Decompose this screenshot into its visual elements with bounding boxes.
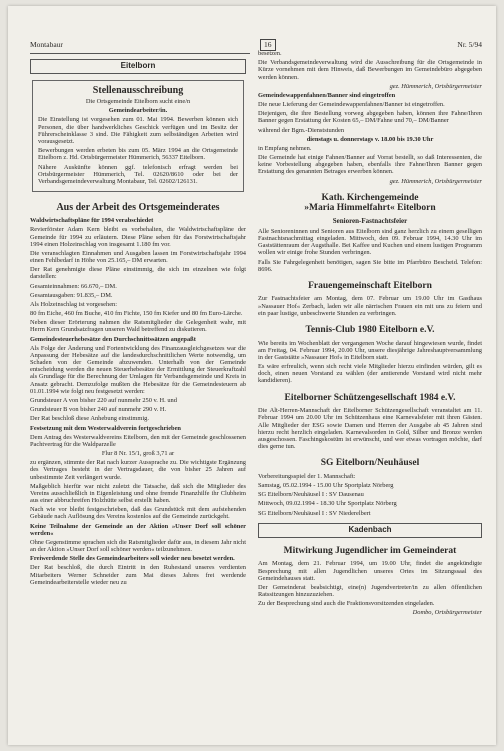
article-text: Diejenigen, die ihre Bestellung vorweg abgegeben haben, können ihre Fahne/Ihren Banner gegen Erstattung der Kosten 65,– DM/Fahne und 70,– DM/Banner bbox=[258, 110, 482, 125]
article-text: Dem Antrag des Westerwaldvereins Eitelborn, den mit der Gemeinde geschlossenen Pachtvertrag für die Waldparzelle bbox=[30, 433, 246, 448]
office-hours: dienstags u. donnerstags v. 18.00 bis 19.30 Uhr bbox=[306, 135, 434, 143]
article-text: Revierförster Adam Kern bleibt es vorbehalten, die Waldwirtschaftspläne der Gemeinde für 1994 zu erläutern. Diese Pläne sehen für das Forstwirtschaftsjahr 1994 einen Holzeinschlag von insgesamt 1.180 fm vor. bbox=[30, 226, 246, 248]
job-ad-text: Nähere Auskünfte können ggf. telefonisch erfragt werden bei Ortsbürgermeister Hümmerich, Tel. 02620/8610 oder bei der Verbandsgemeindeverwaltung Montabaur, Tel. 02602/126131. bbox=[38, 163, 238, 185]
section-banner-kadenbach: Kadenbach bbox=[258, 523, 482, 538]
article-figure: Als Holzeinschlag ist vorgesehen: bbox=[30, 300, 118, 308]
article-text: Nach wie vor bleibt festgeschrieben, daß das Grundstück mit dem aufstehenden Gebäude nach Auflösung des Vereins kostenlos auf die Gemeinde zurückgeht. bbox=[30, 506, 246, 521]
article-text: Falls Sie Fahrgelegenheit benötigen, sagen Sie bitte im Pfarrbüro Bescheid. Telefon: 8696. bbox=[258, 258, 482, 273]
signature: Dombo, Ortsbürgermeister bbox=[412, 609, 482, 617]
article-text: Der Rat genehmigte diese Pläne einstimmig, die sich im einzelnen wie folgt darstellen: bbox=[30, 266, 246, 281]
article-text: Maßgeblich hierfür war nicht zuletzt die Tatsache, daß sich die Mitglieder des Vereins ausschließlich in Eigenleistung und ohne fremde Finanzhilfe ihr Clubheim aus einer abbruchreifen Holzhütte selbst erstellt haben. bbox=[30, 482, 246, 505]
tennis-club-title: Tennis-Club 1980 Eitelborn e.V. bbox=[305, 325, 435, 335]
article-text: Die Gemeinde hat einige Fahnen/Banner auf Vorrat bestellt, so daß Interessenten, die keine Vorbestellung abgegeben haben, ebenfalls ihre Fahne/Ihren Banner gegen Erstattung des genannten Betrages erwerben können. bbox=[258, 154, 482, 176]
job-ad-intro: Die Ortsgemeinde Eitelborn sucht eine/n bbox=[85, 98, 191, 106]
article-text: zu ergänzen, stimmte der Rat nach kurzer Aussprache zu. Die wichtigste Ergänzung des Vertrages besteht in der Vertragsdauer, die von bisher 25 Jahren auf unbestimmte Zeit verlängert wurde. bbox=[30, 459, 246, 481]
article-text: Zur Fastnachtsfeier am Montag, dem 07. Februar um 19.00 Uhr im Gasthaus »Nassauer Hof« Zerbach, laden wir alle närrischen Frauen ein mit uns zu feiern und ein paar lustige, unbeschwerte Stunden zu verbringen. bbox=[258, 295, 482, 317]
section-banner-eitelborn: Eitelborn bbox=[30, 59, 246, 74]
job-ad-title: Stellenausschreibung bbox=[92, 84, 184, 96]
women-group-title: Frauengemeinschaft Eitelborn bbox=[308, 280, 432, 291]
left-column bbox=[30, 57, 246, 588]
article-text: Es wäre erfreulich, wenn sich recht viele Mitglieder hierzu einfinden würden, gilt es doch, einen neuen Vorstand zu wählen (der amtierende Vorstand wird nicht mehr kandidieren). bbox=[258, 363, 482, 385]
shooting-club-title: Eitelborner Schützengesellschaft 1984 e.V. bbox=[284, 392, 456, 403]
signature: gez. Hümmerich, Ortsbürgermeister bbox=[389, 82, 482, 90]
article-heading: Gemeindewappenfahnen/Banner sind eingetroffen bbox=[258, 91, 396, 99]
match-line: SG Eitelborn/Neuhäusel I : SV Dausenau bbox=[258, 491, 364, 499]
signature: gez. Hümmerich, Ortsbürgermeister bbox=[389, 177, 482, 185]
sports-club-title: SG Eitelborn/Neuhäusel bbox=[320, 458, 420, 469]
match-line: Mittwoch, 09.02.1994 - 18.30 Uhr Sportplatz Nörberg bbox=[258, 500, 397, 508]
right-column bbox=[258, 50, 482, 619]
council-title: Aus der Arbeit des Ortsgemeinderates bbox=[56, 202, 220, 214]
article-text: Alle Senioreninnen und Senioren aus Eitelborn sind ganz herzlich zu einem geselligen Fastnachtsnachmittag eingeladen. Mittwoch, den 09. Februar 1994, 14.30 Uhr im Gaststättenraum der Augsthalle. Bei Kaffee und Kuchen und einem lustigen Programm wollen wir einige frohe Stunden verbringen. bbox=[258, 227, 482, 257]
job-ad-box bbox=[32, 80, 244, 192]
article-text: Die Alt-Herren-Mannschaft der Eitelborner Schützengesellschaft veranstaltet am 11. Februar 1994 um 20.00 Uhr im Schützenhaus eine Karnevalsfeier mit ihren Gästen. Alle Mitglieder der ESG sowie Damen und Herren der Ausgabe ab 45 Jahren sind hierzu recht herzlich eingeladen. Karnevalsorden in Gold, Silber und Bronze werden ausgeschossen. Faschingskostüm ist erwünscht, und wer etwas vortragen möchte, darf dies gerne tun. bbox=[258, 407, 482, 451]
match-line: SG Eitelborn/Neuhäusel I : SV Niederelbert bbox=[258, 509, 371, 517]
article-text: Zu der Besprechung sind auch die Fraktionsvorsitzenden eingeladen. bbox=[258, 600, 435, 608]
match-line: Samstag, 05.02.1994 - 15.00 Uhr Sportplatz Nörberg bbox=[258, 482, 394, 490]
header-page-number: 16 bbox=[260, 39, 276, 51]
youth-title: Mitwirkung Jugendlicher im Gemeinderat bbox=[283, 545, 457, 556]
article-figure: 80 fm Eiche, 460 fm Buche, 410 fm Fichte, 150 fm Kiefer und 80 fm Euro-Lärche. bbox=[30, 310, 243, 318]
article-text: während der Bgm.-Dienststunden bbox=[258, 126, 345, 134]
article-text: Als Folge der Änderung und Fortentwicklung des Finanzausgleichgesetzes war die Anpassung der Hebesätze auf die landesdurchschnittlichen Werte notwendig, um Schaden von der Gemeinde abzuwenden. Unterhalb von der Gemeinde entscheidung werden die neuen Steuerhebesätze der Ermittlung der Steuerkraftzahl als Grundlage für die Berechnung der Umlagen für Verbandsgemeinde und Kreis in Ansatz gebracht. Demzufolge mußten die Hebesätze für die Gemeindesteuern ab 01.01.1994 wie folgt neu festgesetzt werden: bbox=[30, 344, 246, 395]
article-text: Die veranschlagten Einnahmen und Ausgaben lassen im Forstwirtschaftsjahr 1994 einen Fehlbedarf in Höhe von 25.165,– DM erwarten. bbox=[30, 249, 246, 265]
article-heading: Gemeindesteuerhebesätze den Durchschnittssätzen angepaßt bbox=[30, 335, 196, 343]
article-text: Neben dieser Erörterung nahmen die Ratsmitglieder die Gelegenheit wahr, mit Herrn Kern Grundsatzfragen unseren Wald betreffend zu diskutieren. bbox=[30, 319, 246, 334]
header-town: Montabaur bbox=[30, 40, 63, 49]
newspaper-page bbox=[8, 6, 496, 745]
article-figure: Gesamteinnahmen: 66.670,– DM. bbox=[30, 282, 117, 290]
job-ad-text: Bewerbungen werden erbeten bis zum 05. März 1994 an die Ortsgemeinde Eitelborn z. Hd. Ortsbürgermeister Hümmerich, 56337 Eitelborn. bbox=[38, 147, 238, 162]
article-parcel: Flur 8 Nr. 15/1, groß 3,71 ar bbox=[101, 450, 175, 458]
parish-title: »Maria Himmelfahrt« Eitelborn bbox=[304, 203, 436, 214]
article-text: Der Rat beschloß, die durch Eintritt in den Ruhestand unseres verdienten Mitarbeiters Werner Schneider zum Mai dieses Jahres frei werdende Gemeindearbeiterstelle wieder neu zu bbox=[30, 564, 246, 586]
article-text: Grundsteuer A von bisher 220 auf nunmehr 250 v. H. und bbox=[30, 397, 177, 404]
article-text: Am Montag, dem 21. Februar 1994, um 19.00 Uhr, findet die angekündigte Besprechung mit allen Jugendlichen unseres Ortes im Sitzungssaal des Gemeindehauses statt. bbox=[258, 560, 482, 582]
article-text: Wie bereits im Wochenblatt der vergangenen Woche darauf hingewiesen wurde, findet am Freitag, 04. Februar 1994, 20.00 Uhr, unsere diesjährige Jahreshauptversammlung in der Gaststätte »Nassauer Hof« in Eitelborn statt. bbox=[258, 339, 482, 361]
article-heading: Keine Teilnahme der Gemeinde an der Aktion »Unser Dorf soll schöner werden« bbox=[30, 522, 246, 537]
article-text: in Empfang nehmen. bbox=[258, 144, 312, 152]
parish-subtitle: Senioren-Fastnachtsfeier bbox=[332, 217, 408, 225]
article-heading: Festsetzung mit dem Westerwaldverein fortgeschrieben bbox=[30, 424, 181, 432]
job-ad-role: Gemeindearbeiter/in. bbox=[108, 107, 168, 115]
article-heading: Waldwirtschaftspläne für 1994 verabschiedet bbox=[30, 217, 154, 225]
header-rule bbox=[30, 53, 250, 54]
article-text: Der Gemeinderat beabsichtigt, eine(n) Jugendvertreter/in zu allen öffentlichen Ratssitzungen hinzuzuziehen. bbox=[258, 583, 482, 599]
match-line: Vorbereitungsspiel der 1. Mannschaft: bbox=[258, 472, 356, 480]
article-text: Der Rat beschloß diese Anhebung einstimmig. bbox=[30, 415, 149, 423]
article-text: Grundsteuer B von bisher 240 auf nunmehr 290 v. H. bbox=[30, 406, 167, 414]
article-text: besetzen. bbox=[258, 50, 282, 57]
article-text: Die Verbandsgemeindeverwaltung wird die Ausschreibung für die Ortsgemeinde in Kürze vornehmen mit dem Hinweis, daß Bewerbungen im Gemeindebüro abgegeben werden können. bbox=[258, 59, 482, 81]
header-issue: Nr. 5/94 bbox=[457, 40, 482, 49]
article-text: Ohne Gegenstimme sprachen sich die Ratsmitglieder dafür aus, in diesem Jahr nicht an der Aktion »Unser Dorf soll schöner werden« teilzunehmen. bbox=[30, 538, 246, 554]
parish-title: Kath. Kirchengemeinde bbox=[321, 192, 419, 203]
article-figure: Gesamtausgaben: 91.835,– DM. bbox=[30, 291, 113, 299]
job-ad-text: Die Einstellung ist vorgesehen zum 01. Mai 1994. Bewerben können sich Personen, die über handwerkliches Geschick verfügen und im Besitz der Führerscheinklasse 3 sind. Die Fähigkeit zum selbständigen Arbeiten wird vorausgesetzt. bbox=[38, 116, 238, 145]
article-heading: Freiwerdende Stelle des Gemeindearbeiters soll wieder neu besetzt werden. bbox=[30, 555, 235, 563]
article-text: Die neue Lieferung der Gemeindewappenfahnen/Banner ist eingetroffen. bbox=[258, 101, 445, 109]
